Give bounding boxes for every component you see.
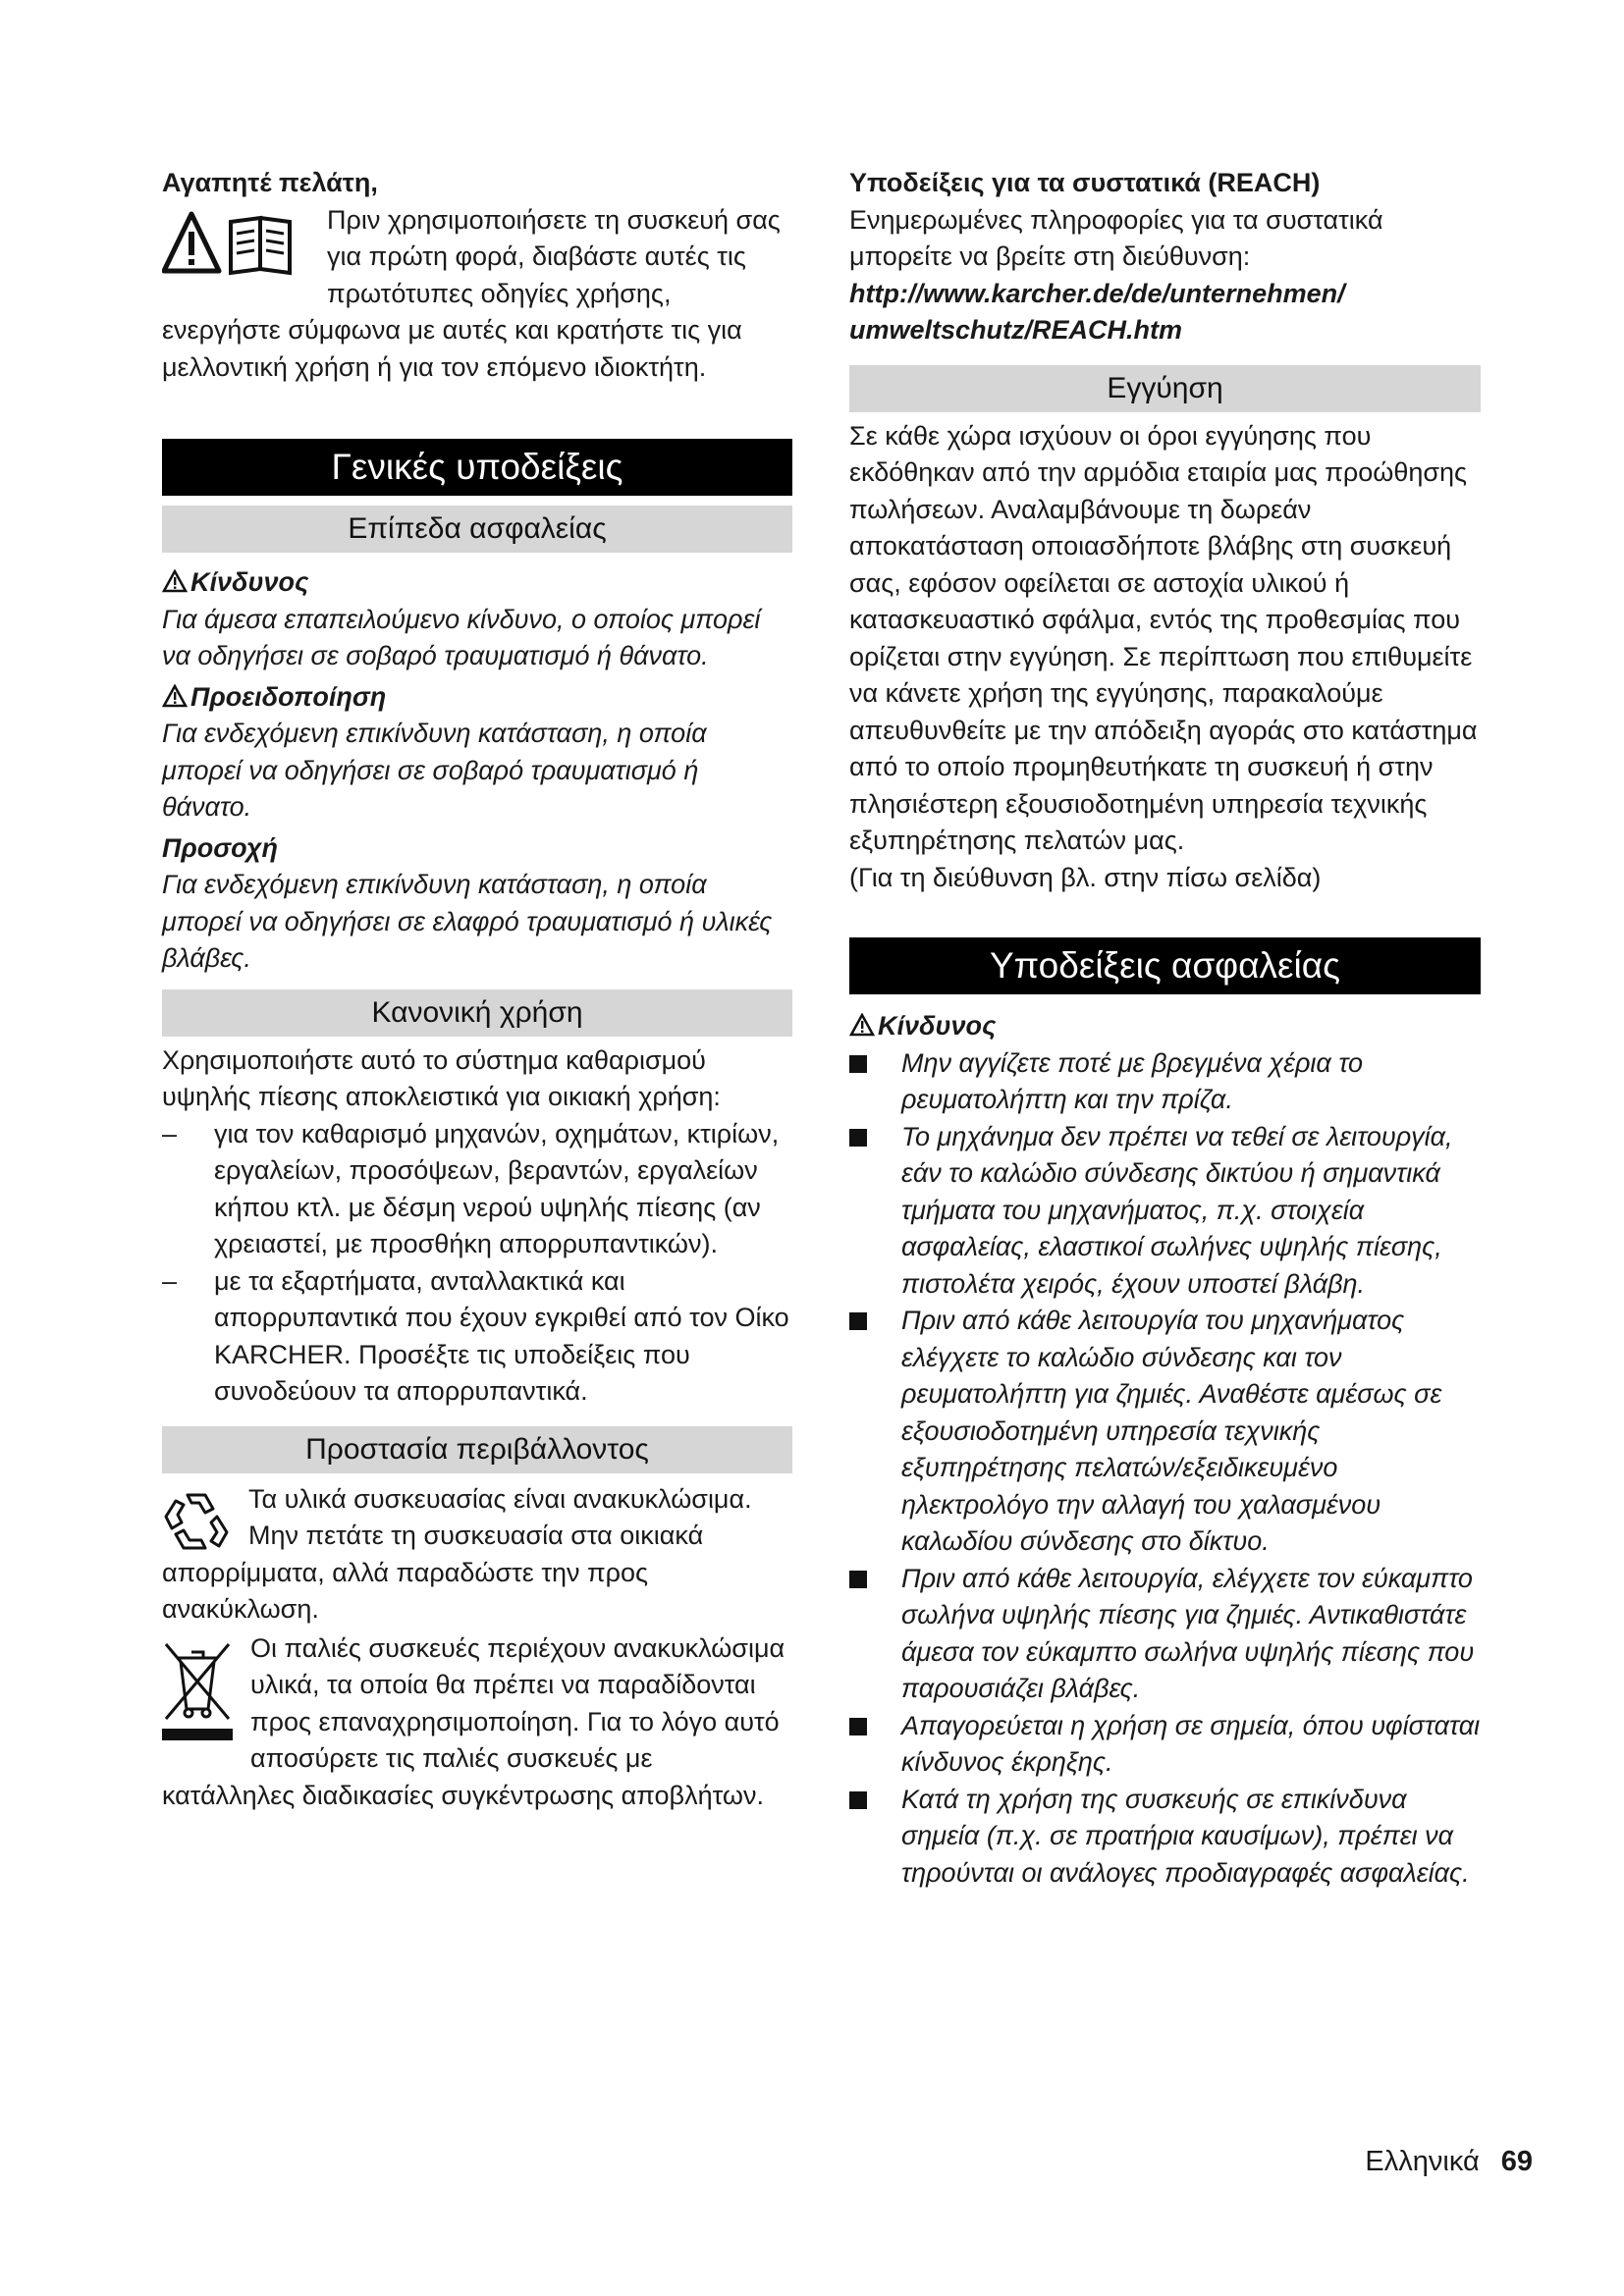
proper-use-intro: Χρησιμοποιήστε αυτό το σύστημα καθαρισμού υψηλής πίεσης αποκλειστικά για οικιακή χρήση:	[162, 1044, 721, 1111]
safety-levels-heading: Επίπεδα ασφαλείας	[162, 506, 792, 553]
danger-text: Για άμεσα επαπειλούμενο κίνδυνο, ο οποίος μπορεί να οδηγήσει σε σοβαρό τραυματισμό ή θάνατο.	[162, 604, 761, 670]
warning-text: Για ενδεχόμενη επικίνδυνη κατάσταση, η οποία μπορεί να οδηγήσει σε σοβαρό τραυματισμό ή θάνατο.	[162, 719, 707, 822]
list-item: Το μηχάνημα δεν πρέπει να τεθεί σε λειτουργία, εάν το καλώδιο σύνδεσης δικτύου ή σημαντικά τμήματα του μηχανήματος, π.χ. στοιχεία ασφαλείας, ελαστικοί σωλήνες υψηλής πίεσης, πιστολέτα χειρός, έχουν υποστεί βλάβη.	[849, 1119, 1481, 1304]
square-bullet-icon	[849, 1129, 867, 1147]
danger-label-row	[849, 1008, 1481, 1045]
square-bullet-icon	[849, 1718, 867, 1735]
old-devices-text: Οι παλιές συσκευές περιέχουν ανακυκλώσιμα υλικά, τα οποία θα πρέπει να παραδίδονται προς επαναχρησιμοποίηση. Για το λόγο αυτό αποσύρετε τις παλιές συσκευές με κατάλληλες διαδικασίες συγκέντρωσης αποβλήτων.	[162, 1632, 785, 1810]
page-footer	[1365, 2146, 1533, 2178]
reach-text: Ενημερωμένες πληροφορίες για τα συστατικά μπορείτε να βρείτε στη διεύθυνση:	[849, 204, 1383, 271]
general-notes-heading: Γενικές υποδείξεις	[162, 439, 792, 496]
greeting: Αγαπητέ πελάτη,	[162, 168, 378, 197]
warning-triangle-icon	[849, 1013, 875, 1037]
list-item: – με τα εξαρτήματα, ανταλλακτικά και απορρυπαντικά που έχουν εγκριθεί από τον Οίκο KARCHER. Προσέξτε τις υποδείξεις που συνοδεύουν τα απορρυπαντικά.	[162, 1263, 792, 1411]
dash-marker: –	[162, 1265, 178, 1296]
list-item: Μην αγγίζετε ποτέ με βρεγμένα χέρια το ρευματολήπτη και την πρίζα.	[849, 1045, 1481, 1119]
danger-label-row	[162, 564, 792, 602]
footer-language: Ελληνικά	[1365, 2146, 1480, 2177]
danger-block	[162, 564, 792, 675]
caution-block	[162, 830, 792, 978]
list-item: – για τον καθαρισμό μηχανών, οχημάτων, κτιρίων, εργαλείων, προσόψεων, βεραντών, εργαλείων κήπου κτλ. με δέσμη νερού υψηλής πίεσης (αν χρειαστεί, με προσθήκη απορρυπαντικών).	[162, 1116, 792, 1263]
safety-list	[849, 1045, 1481, 1893]
list-item: Απαγορεύεται η χρήση σε σημεία, όπου υφίσταται κίνδυνος έκρηξης.	[849, 1708, 1481, 1782]
warning-label-row	[162, 679, 792, 717]
environment-heading: Προστασία περιβάλλοντος	[162, 1426, 792, 1473]
proper-use-list	[162, 1116, 792, 1411]
list-item: Πριν από κάθε λειτουργία του μηχανήματος ελέγχετε το καλώδιο σύνδεσης και τον ρευματολήπτη για ζημιές. Αναθέστε αμέσως σε εξουσιοδοτημένη υπηρεσία τεχνικής εξυπηρέτησης πελατών/εξειδικευμένο ηλεκτρολόγο την αλλαγή του χαλασμένου καλωδίου σύνδεσης στο δίκτυο.	[849, 1303, 1481, 1561]
left-column	[162, 165, 792, 1814]
danger-label: Κίνδυνος	[190, 567, 309, 597]
right-column	[849, 165, 1481, 1892]
reach-title: Υποδείξεις για τα συστατικά (REACH)	[849, 168, 1321, 197]
danger-label: Κίνδυνος	[878, 1011, 997, 1041]
intro-block	[162, 202, 792, 387]
warning-label: Προειδοποίηση	[190, 681, 387, 712]
square-bullet-icon	[849, 1571, 867, 1588]
packaging-block	[162, 1481, 792, 1629]
dash-marker: –	[162, 1118, 178, 1148]
safety-instructions-heading: Υποδείξεις ασφαλείας	[849, 937, 1481, 994]
old-devices-block	[162, 1630, 792, 1815]
warranty-note: (Για τη διεύθυνση βλ. στην πίσω σελίδα)	[849, 862, 1322, 892]
read-manual-warning-icon	[162, 210, 313, 277]
recycle-icon	[162, 1487, 231, 1554]
list-item: Κατά τη χρήση της συσκευής σε επικίνδυνα σημεία (π.χ. σε πρατήρια καυσίμων), πρέπει να τηρούνται οι ανάλογες προδιαγραφές ασφαλείας.	[849, 1782, 1481, 1893]
square-bullet-icon	[849, 1312, 867, 1330]
square-bullet-icon	[849, 1791, 867, 1809]
list-item: Πριν από κάθε λειτουργία, ελέγχετε τον εύκαμπτο σωλήνα υψηλής πίεσης για ζημιές. Αντικαθιστάτε άμεσα τον εύκαμπτο σωλήνα υψηλής πίεσης που παρουσιάζει βλάβες.	[849, 1561, 1481, 1708]
caution-label: Προσοχή	[162, 832, 278, 863]
page-number: 69	[1500, 2146, 1533, 2177]
intro-text: Πριν χρησιμοποιήσετε τη συσκευή σας για πρώτη φορά, διαβάστε αυτές τις πρωτότυπες οδηγίες χρήσης, ενεργήστε σύμφωνα με αυτές και κρατήστε τις για μελλοντική χρήση ή για τον επόμενο ιδιοκτήτη.	[162, 204, 781, 382]
packaging-text: Τα υλικά συσκευασίας είναι ανακυκλώσιμα. Μην πετάτε τη συσκευασία στα οικιακά απορρίμματα, αλλά παραδώστε την προς ανακύκλωση.	[162, 1483, 752, 1624]
warning-triangle-icon	[162, 569, 188, 593]
reach-url-line1: http://www.karcher.de/de/unternehmen/	[849, 278, 1345, 308]
proper-use-heading: Κανονική χρήση	[162, 989, 792, 1037]
caution-text: Για ενδεχόμενη επικίνδυνη κατάσταση, η οποία μπορεί να οδηγήσει σε ελαφρό τραυματισμό ή υλικές βλάβες.	[162, 870, 773, 973]
warning-triangle-icon	[162, 684, 188, 708]
warranty-heading: Εγγύηση	[849, 365, 1481, 412]
warning-block	[162, 679, 792, 827]
warranty-text: Σε κάθε χώρα ισχύουν οι όροι εγγύησης που εκδόθηκαν από την αρμόδια εταιρία μας προώθησης πωλήσεων. Αναλαμβάνουμε τη δωρεάν αποκατάσταση οποιασδήποτε βλάβης στη συσκευή σας, εφόσον οφείλεται σε αστοχία υλικού ή κατασκευαστικό σφάλμα, εντός της προθεσμίας που ορίζεται στην εγγύηση. Σε περίπτωση που επιθυμείτε να κάνετε χρήση της εγγύησης, παρακαλούμε απευθυνθείτε με την απόδειξη αγοράς στο κατάστημα από το οποίο προμηθευτήκατε τη συσκευή ή στην πλησιέστερη εξουσιοδοτημένη υπηρεσία τεχνικής εξυπηρέτησης πελατών μας.	[849, 420, 1478, 855]
square-bullet-icon	[849, 1055, 867, 1073]
crossed-out-bin-icon	[162, 1640, 233, 1742]
reach-url-line2: umweltschutz/REACH.htm	[849, 315, 1183, 345]
